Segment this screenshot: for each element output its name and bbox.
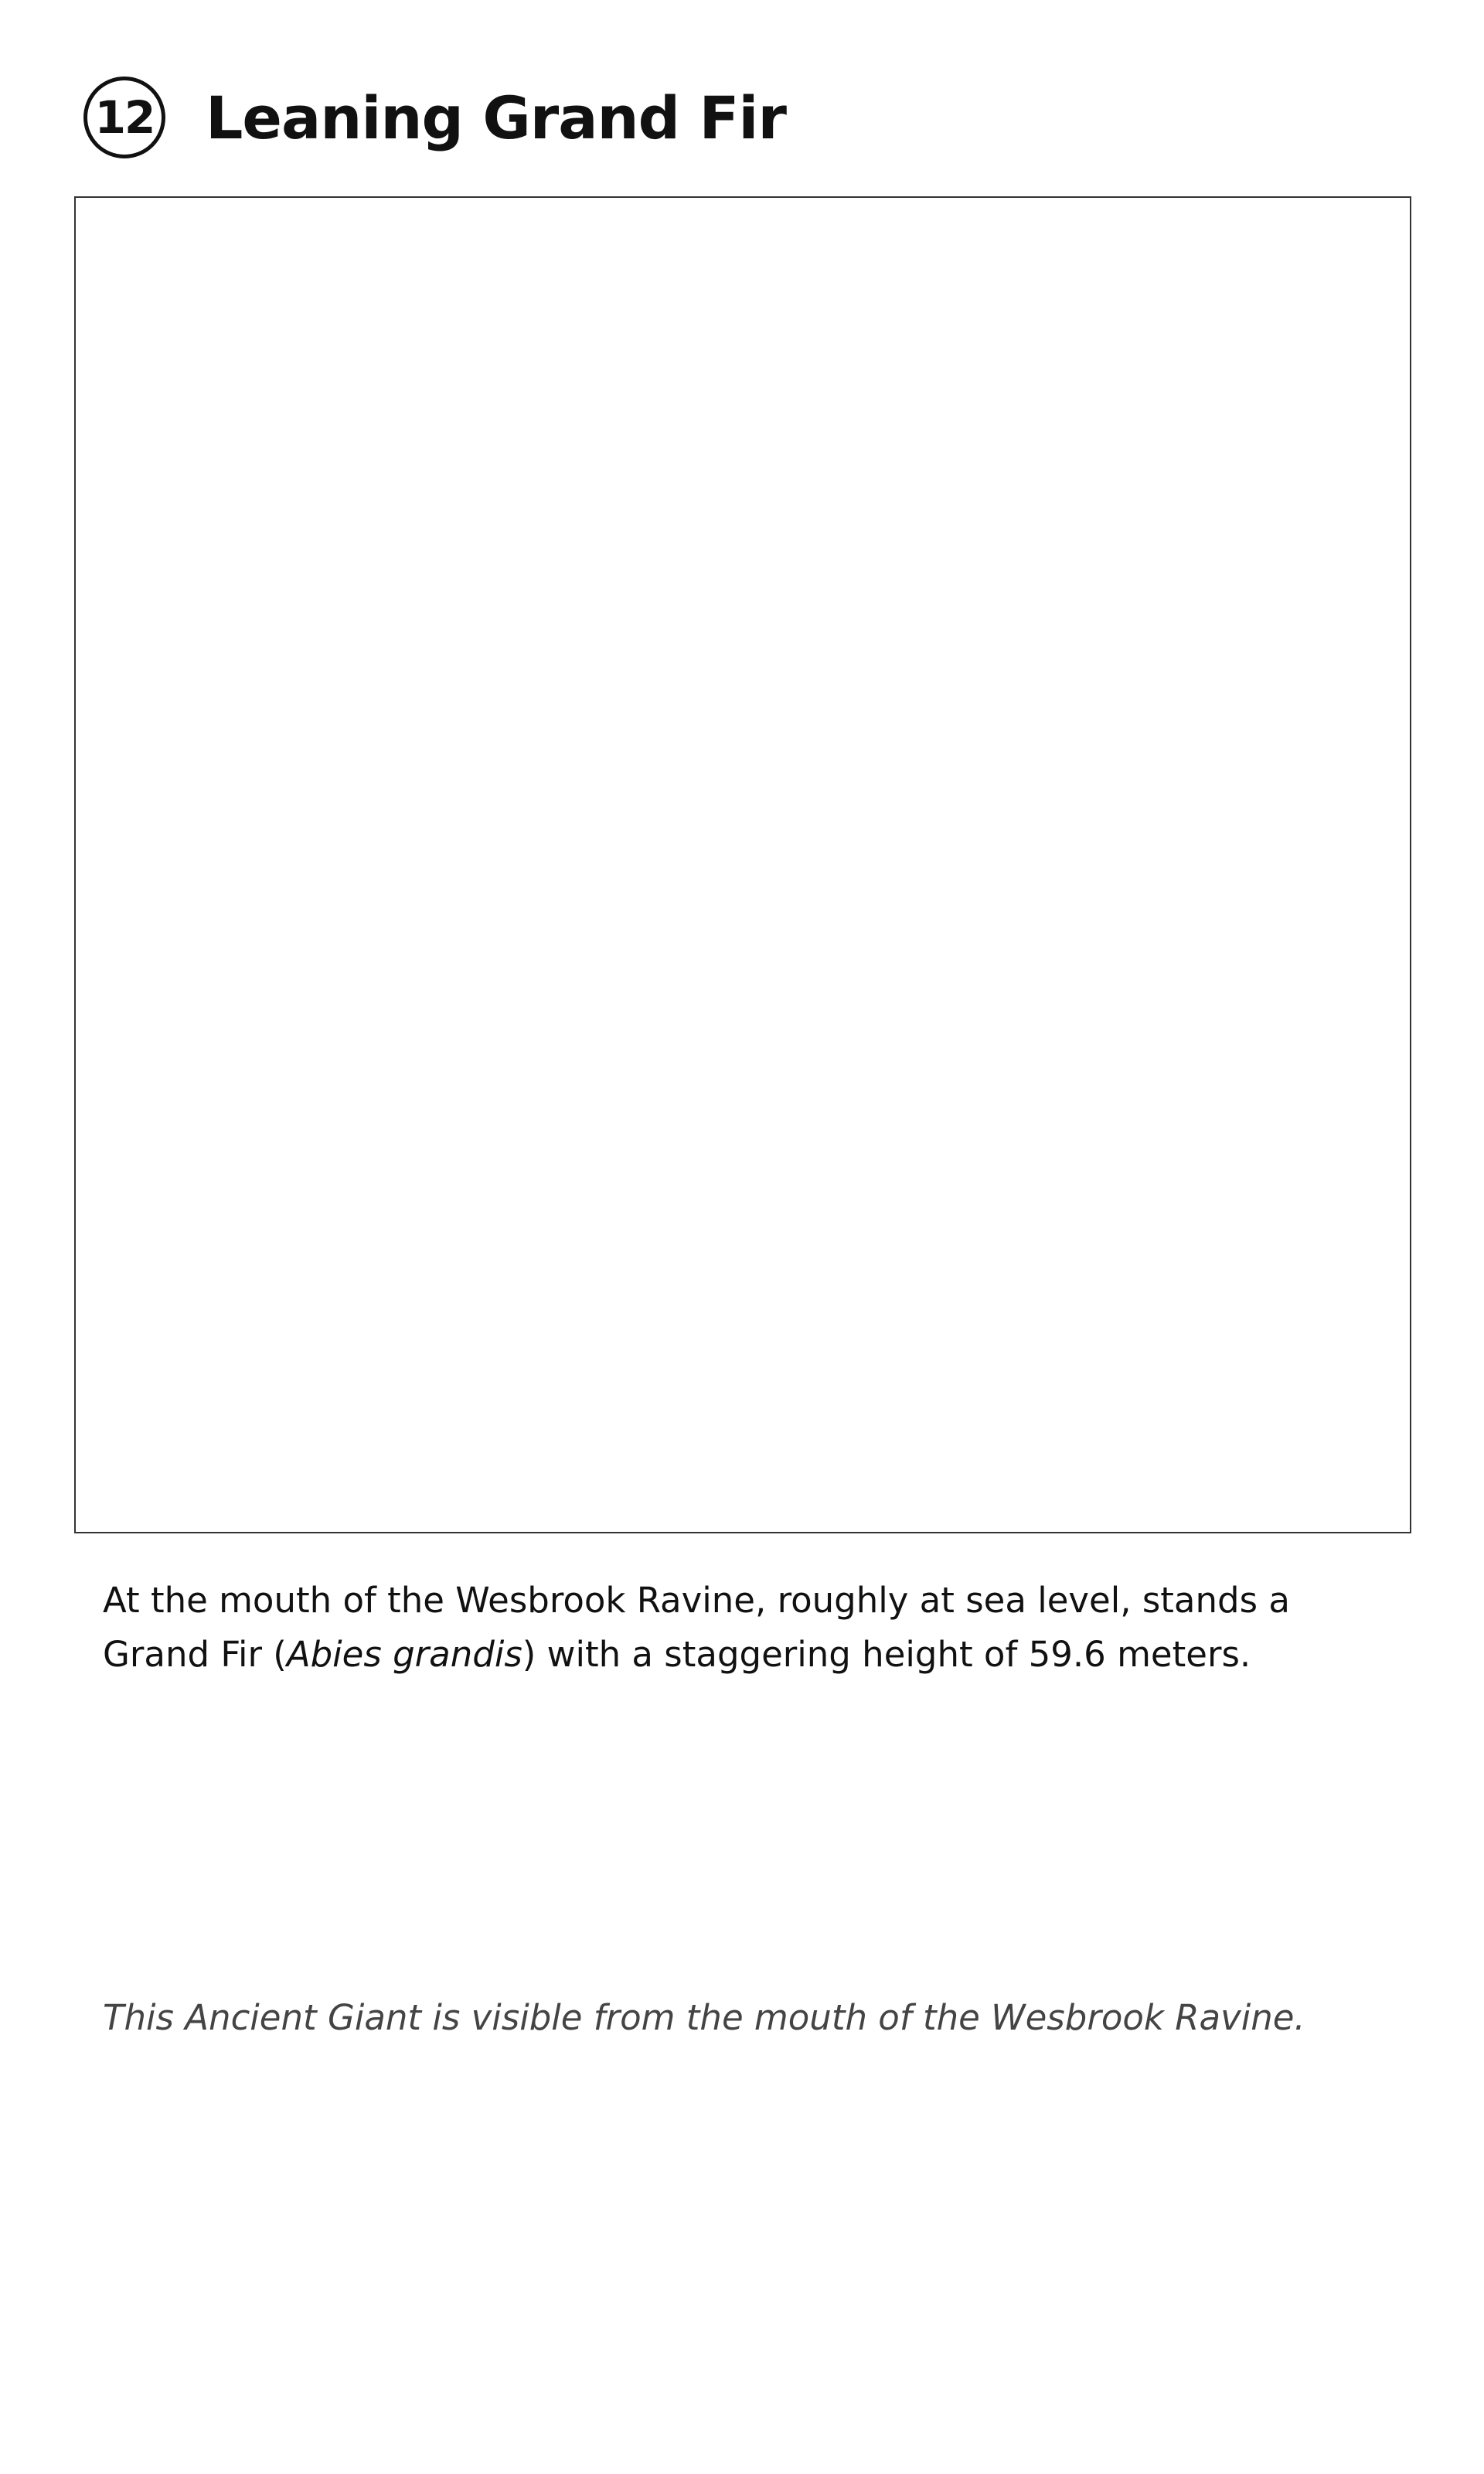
stop-number-badge: 12: [83, 77, 165, 158]
page-header: [83, 71, 786, 164]
visibility-note: This Ancient Giant is visible from the mouth of the Wesbrook Ravine.: [103, 1997, 1305, 2038]
description-text-part2: ) with a staggering height of 59.6 meters.: [522, 1634, 1251, 1675]
species-name: Abies grandis: [286, 1634, 522, 1675]
description-paragraph: [103, 1574, 1401, 1682]
image-placeholder-frame: [74, 196, 1411, 1533]
page-title: Leaning Grand Fir: [206, 83, 786, 152]
description-text-part1: At the mouth of the Wesbrook Ravine, roughly at sea level, stands a Grand Fir (: [103, 1580, 1290, 1675]
